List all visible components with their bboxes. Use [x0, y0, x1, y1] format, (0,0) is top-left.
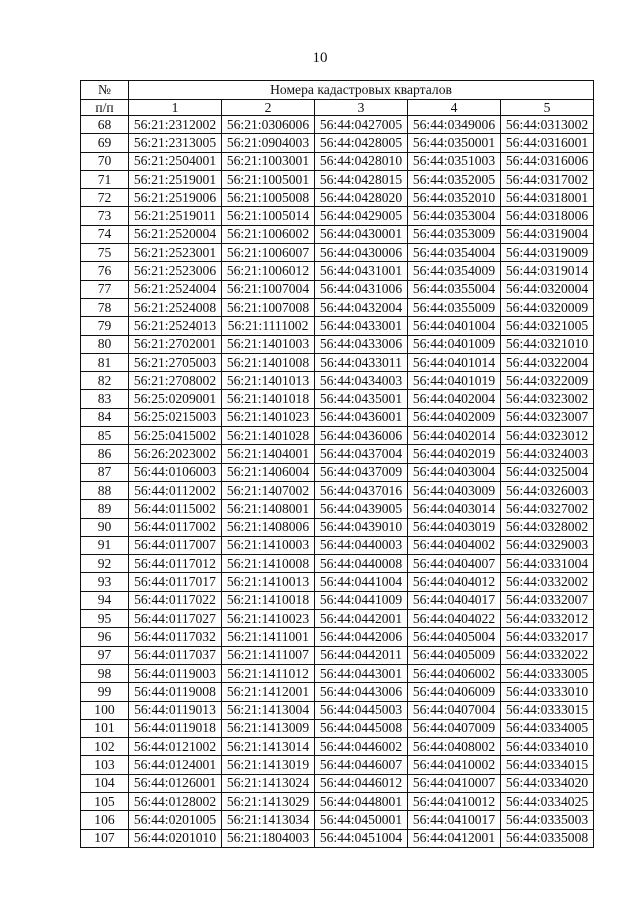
cadastral-number-cell: 56:44:0439010	[315, 518, 408, 536]
cadastral-number-cell: 56:25:0415002	[129, 427, 222, 445]
cadastral-number-cell: 56:44:0442011	[315, 646, 408, 664]
cadastral-number-cell: 56:44:0332022	[501, 646, 594, 664]
cadastral-number-cell: 56:21:2519001	[129, 170, 222, 188]
cadastral-number-cell: 56:44:0333010	[501, 683, 594, 701]
row-number-cell: 68	[81, 116, 129, 134]
table-row	[81, 628, 594, 646]
cadastral-number-cell: 56:44:0128002	[129, 792, 222, 810]
row-number-cell: 98	[81, 664, 129, 682]
cadastral-number-cell: 56:44:0433011	[315, 353, 408, 371]
cadastral-number-cell: 56:44:0351003	[408, 152, 501, 170]
cadastral-number-cell: 56:44:0323002	[501, 390, 594, 408]
cadastral-number-cell: 56:21:2504001	[129, 152, 222, 170]
cadastral-number-cell: 56:21:0306006	[222, 116, 315, 134]
cadastral-number-cell: 56:21:1804003	[222, 829, 315, 847]
cadastral-number-cell: 56:44:0112002	[129, 481, 222, 499]
row-number-cell: 87	[81, 463, 129, 481]
row-number-cell: 101	[81, 719, 129, 737]
row-number-cell: 69	[81, 134, 129, 152]
cadastral-number-cell: 56:21:1412001	[222, 683, 315, 701]
row-number-cell: 84	[81, 408, 129, 426]
row-number-cell: 81	[81, 353, 129, 371]
row-number-cell: 86	[81, 445, 129, 463]
cadastral-number-cell: 56:44:0428020	[315, 189, 408, 207]
cadastral-number-cell: 56:44:0326003	[501, 481, 594, 499]
cadastral-number-cell: 56:21:1411012	[222, 664, 315, 682]
cadastral-number-cell: 56:44:0437004	[315, 445, 408, 463]
cadastral-number-cell: 56:21:2313005	[129, 134, 222, 152]
header-column-number: 2	[222, 100, 315, 116]
header-column-number: 3	[315, 100, 408, 116]
cadastral-number-cell: 56:21:1413009	[222, 719, 315, 737]
cadastral-number-cell: 56:44:0324003	[501, 445, 594, 463]
row-number-cell: 71	[81, 170, 129, 188]
cadastral-number-cell: 56:44:0404022	[408, 610, 501, 628]
table-row	[81, 427, 594, 445]
row-number-cell: 92	[81, 555, 129, 573]
cadastral-number-cell: 56:21:1005001	[222, 170, 315, 188]
table-row	[81, 116, 594, 134]
cadastral-number-cell: 56:44:0433001	[315, 317, 408, 335]
cadastral-number-cell: 56:21:1410023	[222, 610, 315, 628]
cadastral-number-cell: 56:44:0322004	[501, 353, 594, 371]
table-row	[81, 353, 594, 371]
cadastral-number-cell: 56:44:0404007	[408, 555, 501, 573]
cadastral-number-cell: 56:44:0327002	[501, 500, 594, 518]
cadastral-number-cell: 56:44:0402019	[408, 445, 501, 463]
cadastral-number-cell: 56:44:0316001	[501, 134, 594, 152]
cadastral-number-cell: 56:44:0119003	[129, 664, 222, 682]
cadastral-number-cell: 56:44:0434003	[315, 372, 408, 390]
table-row	[81, 298, 594, 316]
cadastral-number-cell: 56:44:0442001	[315, 610, 408, 628]
cadastral-number-cell: 56:21:1410003	[222, 536, 315, 554]
cadastral-number-cell: 56:44:0441004	[315, 573, 408, 591]
cadastral-number-cell: 56:44:0406009	[408, 683, 501, 701]
cadastral-number-cell: 56:44:0403009	[408, 481, 501, 499]
cadastral-number-cell: 56:44:0353009	[408, 225, 501, 243]
cadastral-number-cell: 56:44:0405009	[408, 646, 501, 664]
cadastral-number-cell: 56:44:0402009	[408, 408, 501, 426]
row-number-cell: 105	[81, 792, 129, 810]
cadastral-number-cell: 56:21:1006007	[222, 244, 315, 262]
table-row	[81, 225, 594, 243]
row-number-cell: 76	[81, 262, 129, 280]
table-row	[81, 591, 594, 609]
cadastral-number-cell: 56:44:0319014	[501, 262, 594, 280]
cadastral-number-cell: 56:44:0412001	[408, 829, 501, 847]
page-number: 10	[312, 50, 328, 66]
cadastral-number-cell: 56:21:1410008	[222, 555, 315, 573]
cadastral-number-cell: 56:21:2312002	[129, 116, 222, 134]
cadastral-number-cell: 56:44:0319004	[501, 225, 594, 243]
cadastral-number-cell: 56:44:0404017	[408, 591, 501, 609]
cadastral-number-cell: 56:21:1003001	[222, 152, 315, 170]
table-row	[81, 445, 594, 463]
cadastral-number-cell: 56:21:1401013	[222, 372, 315, 390]
table-row	[81, 317, 594, 335]
cadastral-number-cell: 56:44:0446012	[315, 774, 408, 792]
cadastral-number-cell: 56:21:1413034	[222, 811, 315, 829]
cadastral-number-cell: 56:44:0119013	[129, 701, 222, 719]
cadastral-number-cell: 56:21:1408001	[222, 500, 315, 518]
table-row	[81, 390, 594, 408]
cadastral-number-cell: 56:44:0117007	[129, 536, 222, 554]
row-number-cell: 94	[81, 591, 129, 609]
cadastral-number-cell: 56:21:1408006	[222, 518, 315, 536]
cadastral-number-cell: 56:21:1401008	[222, 353, 315, 371]
cadastral-number-cell: 56:44:0318001	[501, 189, 594, 207]
header-num-sub-label: п/п	[81, 100, 129, 116]
row-number-cell: 75	[81, 244, 129, 262]
row-number-cell: 79	[81, 317, 129, 335]
table-row	[81, 500, 594, 518]
table-row	[81, 701, 594, 719]
cadastral-number-cell: 56:44:0440003	[315, 536, 408, 554]
table-row	[81, 536, 594, 554]
cadastral-number-cell: 56:44:0329003	[501, 536, 594, 554]
cadastral-number-cell: 56:44:0430001	[315, 225, 408, 243]
cadastral-number-cell: 56:44:0445003	[315, 701, 408, 719]
table-row	[81, 756, 594, 774]
cadastral-number-cell: 56:44:0445008	[315, 719, 408, 737]
cadastral-number-cell: 56:44:0431001	[315, 262, 408, 280]
cadastral-number-cell: 56:44:0335008	[501, 829, 594, 847]
cadastral-number-cell: 56:44:0353004	[408, 207, 501, 225]
cadastral-number-cell: 56:21:1401023	[222, 408, 315, 426]
table-row	[81, 573, 594, 591]
cadastral-number-cell: 56:44:0117037	[129, 646, 222, 664]
cadastral-number-cell: 56:21:1404001	[222, 445, 315, 463]
cadastral-number-cell: 56:44:0355009	[408, 298, 501, 316]
table-row	[81, 372, 594, 390]
cadastral-number-cell: 56:44:0106003	[129, 463, 222, 481]
cadastral-number-cell: 56:44:0124001	[129, 756, 222, 774]
table-row	[81, 152, 594, 170]
header-group-label: Номера кадастровых кварталов	[129, 81, 594, 100]
cadastral-number-cell: 56:44:0403014	[408, 500, 501, 518]
table-row	[81, 463, 594, 481]
header-column-number: 1	[129, 100, 222, 116]
cadastral-number-cell: 56:25:0209001	[129, 390, 222, 408]
table-row	[81, 244, 594, 262]
header-column-number: 5	[501, 100, 594, 116]
cadastral-number-cell: 56:21:2523001	[129, 244, 222, 262]
cadastral-number-cell: 56:44:0332017	[501, 628, 594, 646]
row-number-cell: 90	[81, 518, 129, 536]
table-subheader-row	[81, 100, 594, 116]
cadastral-number-cell: 56:44:0355004	[408, 280, 501, 298]
cadastral-number-cell: 56:44:0117027	[129, 610, 222, 628]
cadastral-number-cell: 56:44:0115002	[129, 500, 222, 518]
cadastral-number-cell: 56:44:0321010	[501, 335, 594, 353]
cadastral-number-cell: 56:44:0352005	[408, 170, 501, 188]
table-row	[81, 774, 594, 792]
cadastral-number-cell: 56:21:1401028	[222, 427, 315, 445]
cadastral-number-cell: 56:44:0442006	[315, 628, 408, 646]
cadastral-number-cell: 56:44:0117017	[129, 573, 222, 591]
cadastral-number-cell: 56:44:0437009	[315, 463, 408, 481]
cadastral-number-cell: 56:21:1406004	[222, 463, 315, 481]
table-row	[81, 811, 594, 829]
row-number-cell: 73	[81, 207, 129, 225]
cadastral-number-cell: 56:21:1413004	[222, 701, 315, 719]
table-row	[81, 280, 594, 298]
row-number-cell: 107	[81, 829, 129, 847]
cadastral-number-cell: 56:44:0401014	[408, 353, 501, 371]
cadastral-number-cell: 56:21:1007004	[222, 280, 315, 298]
cadastral-number-cell: 56:44:0401004	[408, 317, 501, 335]
row-number-cell: 85	[81, 427, 129, 445]
cadastral-number-cell: 56:44:0410007	[408, 774, 501, 792]
cadastral-number-cell: 56:21:2524004	[129, 280, 222, 298]
cadastral-number-cell: 56:21:2523006	[129, 262, 222, 280]
cadastral-number-cell: 56:21:1413024	[222, 774, 315, 792]
cadastral-number-cell: 56:44:0433006	[315, 335, 408, 353]
cadastral-number-cell: 56:44:0352010	[408, 189, 501, 207]
cadastral-number-cell: 56:44:0440008	[315, 555, 408, 573]
cadastral-number-cell: 56:44:0119008	[129, 683, 222, 701]
cadastral-number-cell: 56:21:1111002	[222, 317, 315, 335]
cadastral-number-cell: 56:44:0117002	[129, 518, 222, 536]
cadastral-number-cell: 56:44:0201010	[129, 829, 222, 847]
cadastral-number-cell: 56:44:0404002	[408, 536, 501, 554]
row-number-cell: 82	[81, 372, 129, 390]
table-row	[81, 481, 594, 499]
cadastral-number-cell: 56:21:1005008	[222, 189, 315, 207]
cadastral-number-cell: 56:44:0201005	[129, 811, 222, 829]
cadastral-number-cell: 56:44:0323012	[501, 427, 594, 445]
row-number-cell: 104	[81, 774, 129, 792]
table-row	[81, 408, 594, 426]
cadastral-number-cell: 56:44:0317002	[501, 170, 594, 188]
cadastral-number-cell: 56:44:0117012	[129, 555, 222, 573]
cadastral-number-cell: 56:21:1005014	[222, 207, 315, 225]
cadastral-number-cell: 56:44:0334015	[501, 756, 594, 774]
cadastral-number-cell: 56:44:0322009	[501, 372, 594, 390]
cadastral-number-cell: 56:44:0403004	[408, 463, 501, 481]
header-num-label: №	[81, 81, 129, 100]
cadastral-number-cell: 56:44:0335003	[501, 811, 594, 829]
cadastral-number-cell: 56:44:0331004	[501, 555, 594, 573]
cadastral-number-cell: 56:21:1410018	[222, 591, 315, 609]
header-column-number: 4	[408, 100, 501, 116]
table-row	[81, 262, 594, 280]
row-number-cell: 70	[81, 152, 129, 170]
cadastral-number-cell: 56:21:2705003	[129, 353, 222, 371]
cadastral-number-cell: 56:44:0450001	[315, 811, 408, 829]
cadastral-number-cell: 56:44:0428010	[315, 152, 408, 170]
table-row	[81, 610, 594, 628]
row-number-cell: 97	[81, 646, 129, 664]
cadastral-number-cell: 56:44:0316006	[501, 152, 594, 170]
cadastral-number-cell: 56:21:1410013	[222, 573, 315, 591]
cadastral-number-cell: 56:44:0436001	[315, 408, 408, 426]
row-number-cell: 74	[81, 225, 129, 243]
row-number-cell: 83	[81, 390, 129, 408]
cadastral-number-cell: 56:44:0328002	[501, 518, 594, 536]
cadastral-number-cell: 56:44:0313002	[501, 116, 594, 134]
cadastral-number-cell: 56:44:0321005	[501, 317, 594, 335]
cadastral-number-cell: 56:44:0406002	[408, 664, 501, 682]
row-number-cell: 78	[81, 298, 129, 316]
cadastral-number-cell: 56:44:0402004	[408, 390, 501, 408]
row-number-cell: 89	[81, 500, 129, 518]
cadastral-number-cell: 56:44:0405004	[408, 628, 501, 646]
cadastral-number-cell: 56:25:0215003	[129, 408, 222, 426]
cadastral-number-cell: 56:44:0332002	[501, 573, 594, 591]
cadastral-number-cell: 56:44:0408002	[408, 738, 501, 756]
table-row	[81, 738, 594, 756]
table-row	[81, 207, 594, 225]
cadastral-number-cell: 56:21:1413029	[222, 792, 315, 810]
cadastral-number-cell: 56:44:0435001	[315, 390, 408, 408]
cadastral-number-cell: 56:44:0319009	[501, 244, 594, 262]
cadastral-number-cell: 56:21:1007008	[222, 298, 315, 316]
cadastral-number-cell: 56:44:0428005	[315, 134, 408, 152]
cadastral-number-cell: 56:44:0403019	[408, 518, 501, 536]
cadastral-number-cell: 56:44:0318006	[501, 207, 594, 225]
table-row	[81, 719, 594, 737]
cadastral-number-cell: 56:44:0407004	[408, 701, 501, 719]
row-number-cell: 88	[81, 481, 129, 499]
cadastral-number-cell: 56:44:0448001	[315, 792, 408, 810]
row-number-cell: 103	[81, 756, 129, 774]
cadastral-number-cell: 56:44:0410012	[408, 792, 501, 810]
row-number-cell: 95	[81, 610, 129, 628]
cadastral-number-cell: 56:21:2702001	[129, 335, 222, 353]
cadastral-number-cell: 56:44:0404012	[408, 573, 501, 591]
cadastral-number-cell: 56:21:2519006	[129, 189, 222, 207]
cadastral-number-cell: 56:44:0441009	[315, 591, 408, 609]
cadastral-number-cell: 56:44:0430006	[315, 244, 408, 262]
cadastral-number-cell: 56:44:0401009	[408, 335, 501, 353]
cadastral-number-cell: 56:26:2023002	[129, 445, 222, 463]
cadastral-number-cell: 56:44:0402014	[408, 427, 501, 445]
cadastral-number-cell: 56:44:0451004	[315, 829, 408, 847]
cadastral-number-cell: 56:44:0332007	[501, 591, 594, 609]
cadastral-number-cell: 56:44:0320009	[501, 298, 594, 316]
cadastral-number-cell: 56:44:0436006	[315, 427, 408, 445]
table-row	[81, 189, 594, 207]
cadastral-number-cell: 56:44:0323007	[501, 408, 594, 426]
cadastral-number-cell: 56:44:0446007	[315, 756, 408, 774]
table-row	[81, 170, 594, 188]
cadastral-number-cell: 56:44:0349006	[408, 116, 501, 134]
table-row	[81, 683, 594, 701]
cadastral-number-cell: 56:44:0443001	[315, 664, 408, 682]
row-number-cell: 77	[81, 280, 129, 298]
row-number-cell: 106	[81, 811, 129, 829]
cadastral-number-cell: 56:44:0334020	[501, 774, 594, 792]
cadastral-number-cell: 56:21:1413014	[222, 738, 315, 756]
table-row	[81, 335, 594, 353]
cadastral-number-cell: 56:44:0119018	[129, 719, 222, 737]
table-row	[81, 518, 594, 536]
cadastral-number-cell: 56:21:2520004	[129, 225, 222, 243]
cadastral-number-cell: 56:21:2524008	[129, 298, 222, 316]
cadastral-number-cell: 56:44:0121002	[129, 738, 222, 756]
table-row	[81, 555, 594, 573]
cadastral-number-cell: 56:21:1411001	[222, 628, 315, 646]
cadastral-number-cell: 56:21:1413019	[222, 756, 315, 774]
cadastral-quarters-table	[80, 80, 594, 848]
row-number-cell: 96	[81, 628, 129, 646]
cadastral-number-cell: 56:21:1006012	[222, 262, 315, 280]
cadastral-number-cell: 56:44:0332012	[501, 610, 594, 628]
cadastral-number-cell: 56:21:2708002	[129, 372, 222, 390]
cadastral-number-cell: 56:21:1006002	[222, 225, 315, 243]
cadastral-number-cell: 56:44:0443006	[315, 683, 408, 701]
cadastral-number-cell: 56:21:1401018	[222, 390, 315, 408]
cadastral-number-cell: 56:44:0333005	[501, 664, 594, 682]
row-number-cell: 91	[81, 536, 129, 554]
cadastral-number-cell: 56:44:0439005	[315, 500, 408, 518]
cadastral-number-cell: 56:44:0428015	[315, 170, 408, 188]
row-number-cell: 102	[81, 738, 129, 756]
table-row	[81, 646, 594, 664]
cadastral-number-cell: 56:44:0334025	[501, 792, 594, 810]
cadastral-number-cell: 56:44:0410002	[408, 756, 501, 774]
cadastral-number-cell: 56:44:0354009	[408, 262, 501, 280]
table-row	[81, 664, 594, 682]
cadastral-number-cell: 56:21:1407002	[222, 481, 315, 499]
cadastral-number-cell: 56:44:0320004	[501, 280, 594, 298]
table-row	[81, 792, 594, 810]
cadastral-number-cell: 56:44:0354004	[408, 244, 501, 262]
row-number-cell: 99	[81, 683, 129, 701]
cadastral-number-cell: 56:44:0410017	[408, 811, 501, 829]
cadastral-number-cell: 56:21:1401003	[222, 335, 315, 353]
cadastral-number-cell: 56:44:0325004	[501, 463, 594, 481]
cadastral-number-cell: 56:44:0401019	[408, 372, 501, 390]
cadastral-number-cell: 56:44:0117032	[129, 628, 222, 646]
row-number-cell: 93	[81, 573, 129, 591]
cadastral-number-cell: 56:44:0334005	[501, 719, 594, 737]
cadastral-number-cell: 56:44:0407009	[408, 719, 501, 737]
cadastral-number-cell: 56:44:0333015	[501, 701, 594, 719]
row-number-cell: 80	[81, 335, 129, 353]
cadastral-number-cell: 56:44:0431006	[315, 280, 408, 298]
cadastral-number-cell: 56:44:0350001	[408, 134, 501, 152]
cadastral-number-cell: 56:21:1411007	[222, 646, 315, 664]
cadastral-number-cell: 56:44:0117022	[129, 591, 222, 609]
row-number-cell: 72	[81, 189, 129, 207]
table-header-row	[81, 81, 594, 100]
cadastral-number-cell: 56:44:0126001	[129, 774, 222, 792]
table-row	[81, 134, 594, 152]
row-number-cell: 100	[81, 701, 129, 719]
cadastral-number-cell: 56:44:0429005	[315, 207, 408, 225]
cadastral-number-cell: 56:21:2524013	[129, 317, 222, 335]
cadastral-number-cell: 56:44:0432004	[315, 298, 408, 316]
cadastral-number-cell: 56:44:0446002	[315, 738, 408, 756]
cadastral-number-cell: 56:21:2519011	[129, 207, 222, 225]
table-row	[81, 829, 594, 847]
table-body	[81, 116, 594, 848]
cadastral-number-cell: 56:44:0427005	[315, 116, 408, 134]
cadastral-number-cell: 56:44:0334010	[501, 738, 594, 756]
cadastral-number-cell: 56:44:0437016	[315, 481, 408, 499]
cadastral-number-cell: 56:21:0904003	[222, 134, 315, 152]
